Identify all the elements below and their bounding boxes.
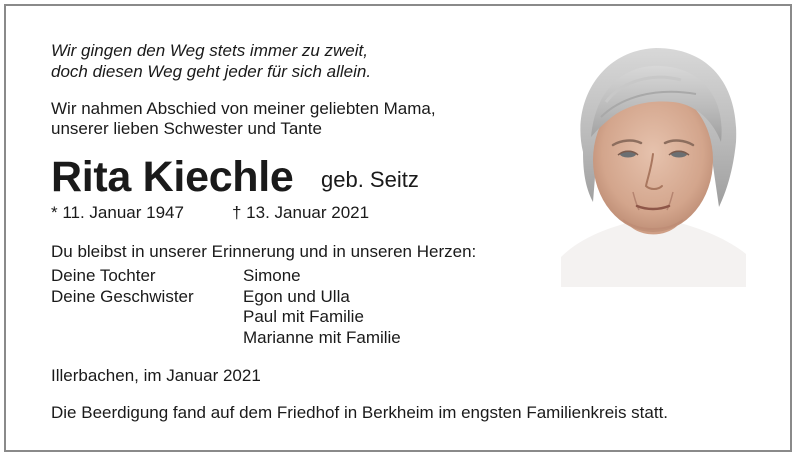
mourner-name: Paul mit Familie [243, 307, 364, 326]
mourner-relation: Deine Geschwister [51, 287, 194, 306]
deceased-name: Rita Kiechle [51, 153, 294, 201]
birth-date: * 11. Januar 1947 [51, 203, 184, 222]
portrait-photo [561, 42, 746, 287]
mourner-name: Egon und Ulla [243, 287, 350, 306]
maiden-name: geb. Seitz [321, 167, 419, 192]
death-date: † 13. Januar 2021 [232, 203, 370, 222]
mourner-name: Marianne mit Familie [243, 328, 401, 347]
motto-line-2: doch diesen Weg geht jeder für sich allein. [51, 62, 372, 81]
place-date: Illerbachen, im Januar 2021 [51, 366, 261, 385]
motto-line-1: Wir gingen den Weg stets immer zu zweit, [51, 41, 368, 60]
mourner-relation: Deine Tochter [51, 266, 156, 285]
memory-line: Du bleibst in unserer Erinnerung und in unseren Herzen: [51, 242, 477, 261]
intro-line-2: unserer lieben Schwester und Tante [51, 119, 322, 138]
intro-line-1: Wir nahmen Abschied von meiner geliebten Mama, [51, 99, 436, 118]
mourner-name: Simone [243, 266, 301, 285]
funeral-note: Die Beerdigung fand auf dem Friedhof in Berkheim im engsten Familienkreis statt. [51, 403, 669, 422]
